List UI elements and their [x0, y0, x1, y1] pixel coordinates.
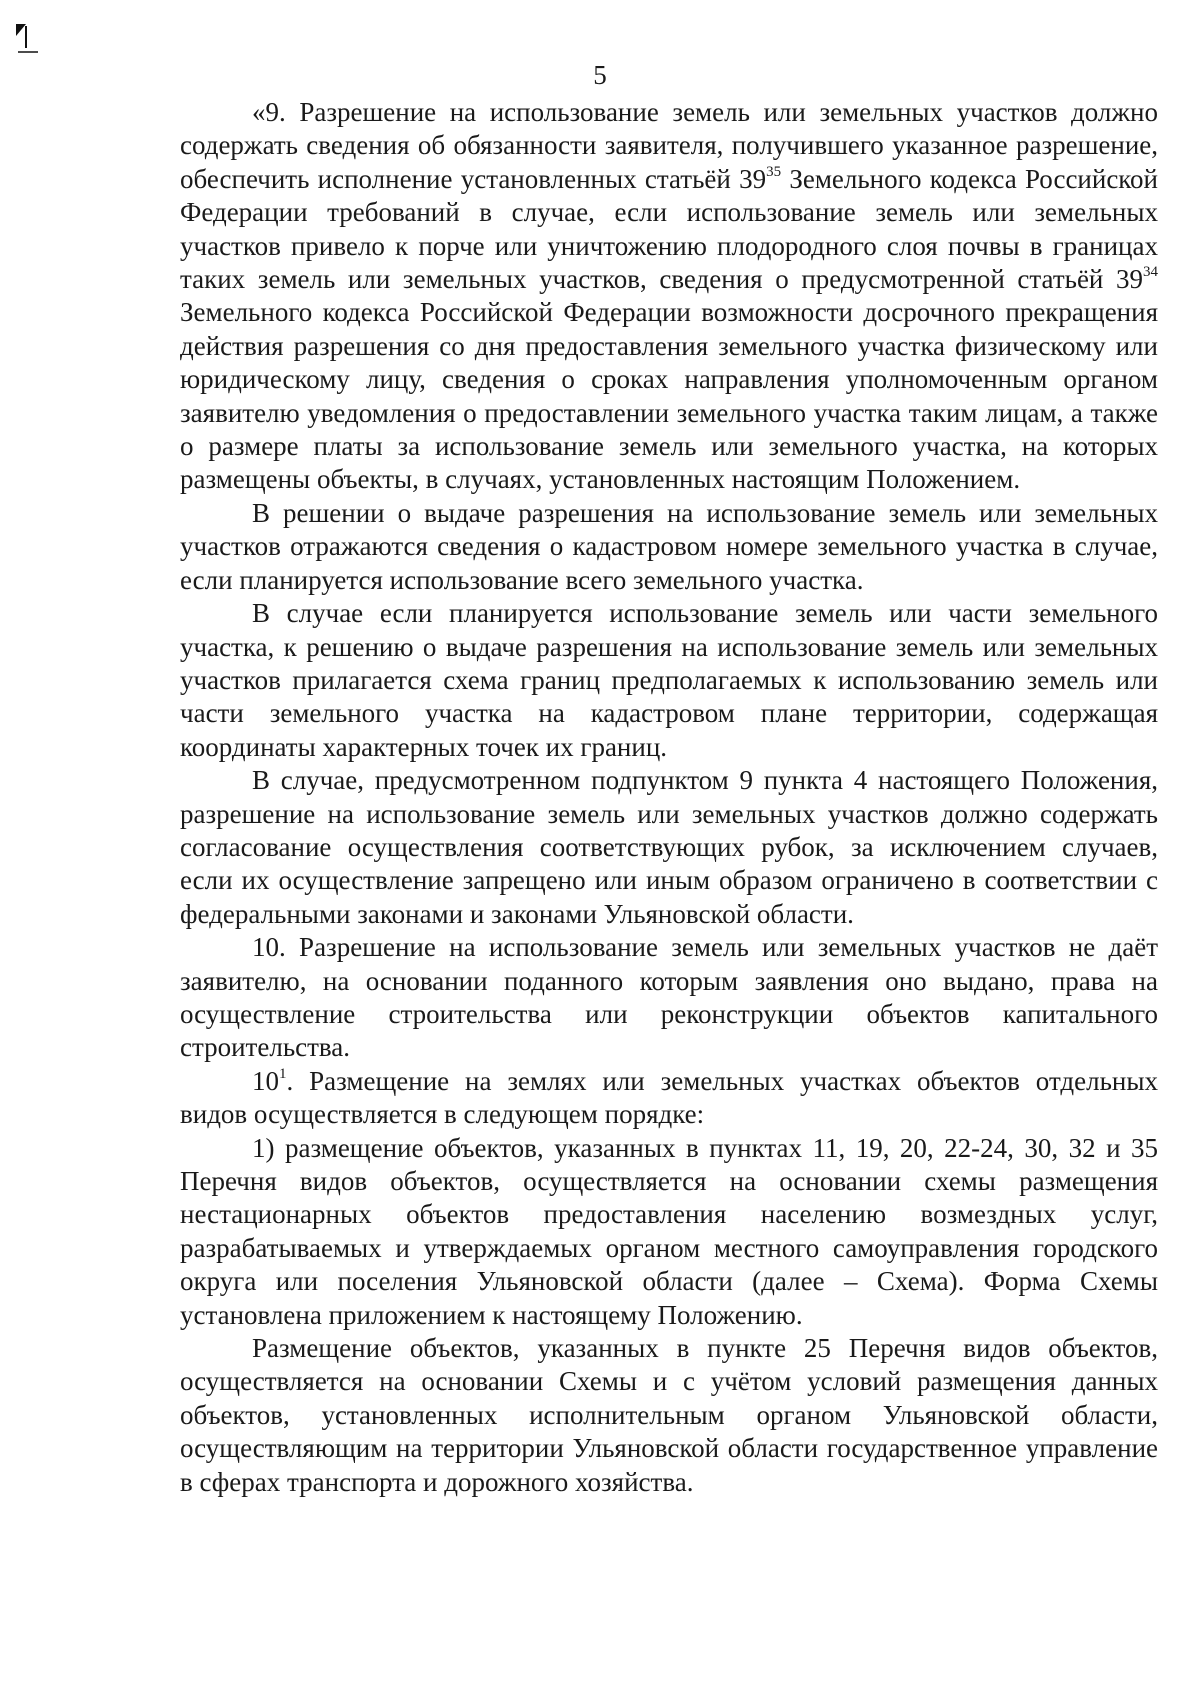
- text-segment: 10: [252, 1065, 279, 1096]
- text-segment: 1) размещение объектов, указанных в пунктах 11, 19, 20, 22-24, 30, 32 и 35 Перечня видов объектов, осуществляется на основании схемы размещения нестационарных объектов предоставления населению возмездных услуг, разрабатываемых и утверждаемых органом местного самоуправления городского округа или поселения Ульяновской области (далее – Схема). Форма Схемы установлена приложением к настоящему Положению.: [180, 1132, 1158, 1330]
- paragraph-p9-2: [180, 497, 1158, 597]
- paragraph-p9: [180, 96, 1158, 497]
- text-segment: Земельного кодекса Российской Федерации требований в случае, если использование земель или земельных участков привело к порче или уничтожению плодородного слоя почвы в границах таких земель или земельных участков, сведения о предусмотренной статьёй 39: [180, 163, 1159, 295]
- text-segment: . Размещение на землях или земельных участках объектов отдельных видов осуществляется в следующем порядке:: [180, 1065, 1158, 1130]
- text-segment: Размещение объектов, указанных в пункте 25 Перечня видов объектов, осуществляется на основании Схемы и с учётом условий размещения данных объектов, установленных исполнительным органом Ульяновской области, осуществляющим на территории Ульяновской области государственное управление в сферах транспорта и дорожного хозяйства.: [180, 1333, 1158, 1497]
- text-segment: В случае если планируется использование земель или части земельного участка, к решению о выдаче разрешения на использование земель или земельных участков прилагается схема границ предполагаемых к использованию земель или части земельного участка на кадастровом плане территории, содержащая координаты характерных точек их границ.: [180, 598, 1158, 762]
- paragraph-p10-1: [180, 1065, 1158, 1132]
- superscript: 1: [279, 1065, 287, 1082]
- superscript: 35: [766, 163, 782, 180]
- paragraph-p10: [180, 931, 1158, 1065]
- text-segment: «9. Разрешение на использование земель или земельных участков должно содержать сведения об обязанности заявителя, получившего указанное разрешение, обеспечить исполнение установленных статьёй 39: [180, 97, 1158, 194]
- text-segment: 10. Разрешение на использование земель или земельных участков не даёт заявителю, на основании поданного которым заявления оно выдано, права на осуществление строительства или реконструкции объектов капитального строительства.: [180, 932, 1158, 1063]
- paragraph-p9-3: [180, 597, 1158, 764]
- paragraph-p9-4: [180, 764, 1158, 931]
- paragraph-p10-1-1: [180, 1132, 1158, 1332]
- paragraph-p10-1-2: [180, 1332, 1158, 1499]
- text-segment: Земельного кодекса Российской Федерации возможности досрочного прекращения действия разрешения со дня предоставления земельного участка физическому или юридическому лицу, сведения о сроках направления уполномоченным органом заявителю уведомления о предоставлении земельного участка таким лицам, а также о размере платы за использование земель или земельного участка, на которых размещены объекты, в случаях, установленных настоящим Положением.: [180, 297, 1158, 495]
- text-segment: В случае, предусмотренном подпунктом 9 пункта 4 настоящего Положения, разрешение на использование земель или земельных участков должно содержать согласование осуществления соответствующих рубок, за исключением случаев, если их осуществление запрещено или иным образом ограничено в соответствии с федеральными законами и законами Ульяновской области.: [180, 765, 1158, 929]
- text-segment: В решении о выдаче разрешения на использование земель или земельных участков отражаются сведения о кадастровом номере земельного участка в случае, если планируется использование всего земельного участка.: [180, 497, 1158, 595]
- corner-bracket-icon: [14, 22, 40, 56]
- page-number: 5: [593, 60, 607, 90]
- document-text: [180, 96, 1158, 1499]
- superscript: 34: [1143, 264, 1158, 281]
